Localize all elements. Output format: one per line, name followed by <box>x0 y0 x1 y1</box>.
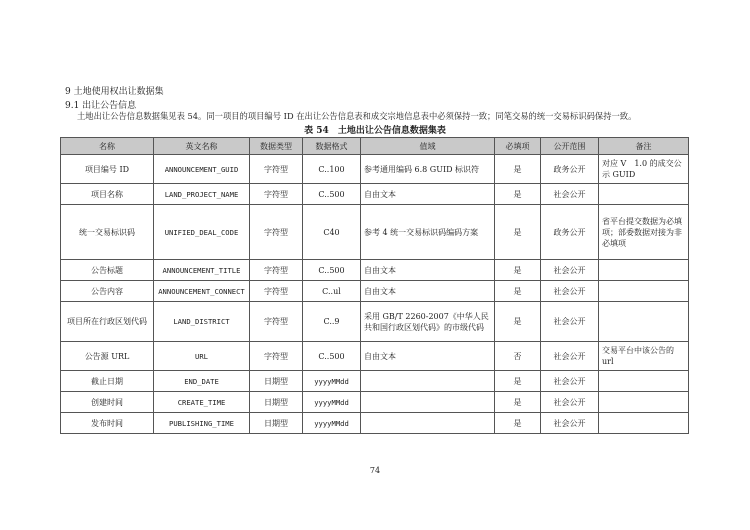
table-row <box>61 205 689 260</box>
table-cell: yyyyMMdd <box>303 413 361 434</box>
table-cell: 是 <box>495 302 541 342</box>
table-row <box>61 342 689 371</box>
table-cell: 参考 4 统一交易标识码编码方案 <box>361 205 495 260</box>
header-cell: 名称 <box>61 138 154 155</box>
table-cell: C..ul <box>303 281 361 302</box>
table-cell: C40 <box>303 205 361 260</box>
table-cell: yyyyMMdd <box>303 392 361 413</box>
table-cell: 创建时间 <box>61 392 154 413</box>
table-cell: 日期型 <box>250 413 303 434</box>
table-cell: 公告源 URL <box>61 342 154 371</box>
table-cell: 政务公开 <box>541 155 599 184</box>
table-cell: 字符型 <box>250 281 303 302</box>
table-cell: 是 <box>495 371 541 392</box>
table-cell: PUBLISHING_TIME <box>154 413 250 434</box>
table-cell: 社会公开 <box>541 371 599 392</box>
table-cell: ANNOUNCEMENT_GUID <box>154 155 250 184</box>
header-cell: 备注 <box>599 138 689 155</box>
table-cell: UNIFIED_DEAL_CODE <box>154 205 250 260</box>
table-cell: yyyyMMdd <box>303 371 361 392</box>
table-cell <box>599 392 689 413</box>
table-cell: LAND_PROJECT_NAME <box>154 184 250 205</box>
table-cell: 截止日期 <box>61 371 154 392</box>
table-cell: 政务公开 <box>541 205 599 260</box>
section-heading: 9 土地使用权出让数据集 <box>65 87 164 97</box>
table-cell: 社会公开 <box>541 392 599 413</box>
table-cell: 是 <box>495 260 541 281</box>
table-cell: CREATE_TIME <box>154 392 250 413</box>
table-cell: 字符型 <box>250 184 303 205</box>
table-row <box>61 260 689 281</box>
table-cell: C..500 <box>303 184 361 205</box>
table-caption: 表 54 土地出让公告信息数据集表 <box>304 126 446 136</box>
table-cell: 字符型 <box>250 155 303 184</box>
header-cell: 必填项 <box>495 138 541 155</box>
table-cell: 社会公开 <box>541 413 599 434</box>
table-cell: 社会公开 <box>541 281 599 302</box>
table-cell: 是 <box>495 155 541 184</box>
intro-paragraph: 土地出让公告信息数据集见表 54。同一项目的项目编号 ID 在出让公告信息表和成交宗地信息表中必须保持一致；同笔交易的统一交易标识码保持一致。 <box>77 111 637 121</box>
table-row <box>61 392 689 413</box>
table-cell: 是 <box>495 413 541 434</box>
table-cell <box>599 281 689 302</box>
page-number: 74 <box>369 466 381 475</box>
table-cell: C..500 <box>303 260 361 281</box>
table-cell: 字符型 <box>250 342 303 371</box>
table-cell: 社会公开 <box>541 342 599 371</box>
table-cell: 公告标题 <box>61 260 154 281</box>
header-cell: 数据格式 <box>303 138 361 155</box>
table-cell: 自由文本 <box>361 184 495 205</box>
table-cell: 是 <box>495 184 541 205</box>
table-cell: 省平台提交数据为必填项；部委数据对接为非必填项 <box>599 205 689 260</box>
table-cell: 日期型 <box>250 392 303 413</box>
table-cell: LAND_DISTRICT <box>154 302 250 342</box>
table-cell: 是 <box>495 281 541 302</box>
table-cell: ANNOUNCEMENT_TITLE <box>154 260 250 281</box>
table-cell: URL <box>154 342 250 371</box>
table-cell: 字符型 <box>250 302 303 342</box>
table-row <box>61 371 689 392</box>
header-cell: 英文名称 <box>154 138 250 155</box>
table-row <box>61 155 689 184</box>
table-cell: 社会公开 <box>541 302 599 342</box>
table-header-row <box>61 138 689 155</box>
table-row <box>61 281 689 302</box>
header-cell: 值域 <box>361 138 495 155</box>
table-cell: C..100 <box>303 155 361 184</box>
table-cell <box>599 260 689 281</box>
header-cell: 公开范围 <box>541 138 599 155</box>
table-cell: 自由文本 <box>361 342 495 371</box>
table-cell: 交易平台中该公告的 url <box>599 342 689 371</box>
table-cell: 否 <box>495 342 541 371</box>
table-cell <box>361 371 495 392</box>
table-cell: 自由文本 <box>361 281 495 302</box>
table-cell: 日期型 <box>250 371 303 392</box>
table-cell: C..9 <box>303 302 361 342</box>
table-cell: 发布时间 <box>61 413 154 434</box>
table-row <box>61 184 689 205</box>
table-cell: 项目名称 <box>61 184 154 205</box>
table-cell: 公告内容 <box>61 281 154 302</box>
table-cell: 统一交易标识码 <box>61 205 154 260</box>
table-cell <box>599 371 689 392</box>
table-cell: 字符型 <box>250 260 303 281</box>
table-cell: C..500 <box>303 342 361 371</box>
table-cell: 字符型 <box>250 205 303 260</box>
table-cell: 参考通用编码 6.8 GUID 标识符 <box>361 155 495 184</box>
table-cell <box>361 392 495 413</box>
table-cell: 采用 GB/T 2260-2007《中华人民共和国行政区划代码》的市级代码 <box>361 302 495 342</box>
table-cell: 项目编号 ID <box>61 155 154 184</box>
table-cell <box>599 184 689 205</box>
table-cell: 是 <box>495 392 541 413</box>
table-row <box>61 302 689 342</box>
data-table <box>60 137 689 434</box>
table-cell: 自由文本 <box>361 260 495 281</box>
table-row <box>61 413 689 434</box>
table-cell: ANNOUNCEMENT_CONNECT <box>154 281 250 302</box>
subsection-heading: 9.1 出让公告信息 <box>65 101 137 111</box>
table-cell: 社会公开 <box>541 184 599 205</box>
table-cell: 是 <box>495 205 541 260</box>
table-cell: 对应 V 1.0 的成交公示 GUID <box>599 155 689 184</box>
header-cell: 数据类型 <box>250 138 303 155</box>
table-cell: END_DATE <box>154 371 250 392</box>
table-cell <box>599 302 689 342</box>
table-cell <box>361 413 495 434</box>
table-cell: 项目所在行政区划代码 <box>61 302 154 342</box>
table-cell: 社会公开 <box>541 260 599 281</box>
table-cell <box>599 413 689 434</box>
